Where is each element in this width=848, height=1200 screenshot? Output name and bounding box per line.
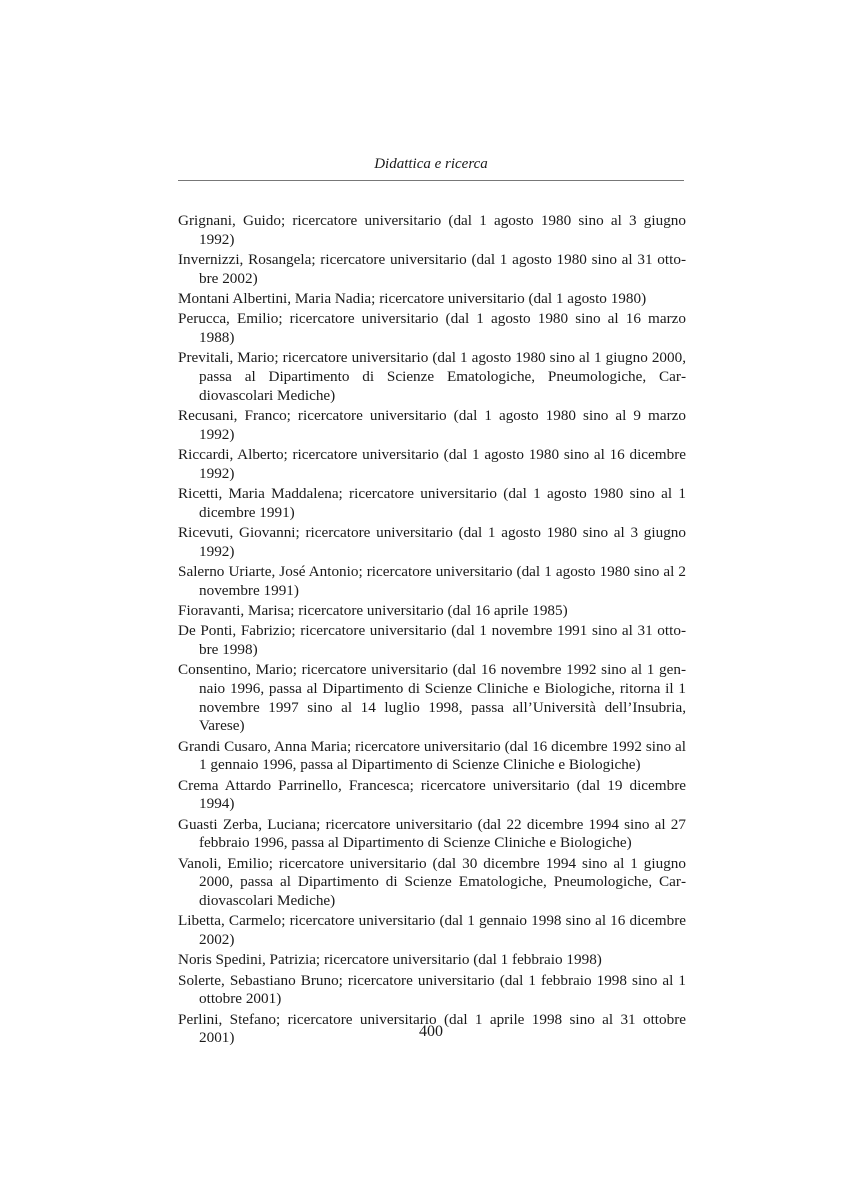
running-title: Didattica e ricerca [374,156,488,172]
list-item: Noris Spedini, Patrizia; ricercatore universitario (dal 1 febbraio 1998) [178,951,602,969]
list-item: Crema Attardo Parrinello, Francesca; ricercatore universitario (dal 19 dicembre 1994) [178,776,686,813]
list-item: Recusani, Franco; ricercatore universitario (dal 1 agosto 1980 sino al 9 marzo 1992) [178,407,686,443]
list-item: De Ponti, Fabrizio; ricercatore universitario (dal 1 novembre 1991 sino al 31 ottobre 1998) [178,622,686,658]
list-item: Perlini, Stefano; ricercatore universitario (dal 1 aprile 1998 sino al 31 ottobre 2001) [178,1010,686,1047]
list-item: Libetta, Carmelo; ricercatore universitario (dal 1 gennaio 1998 sino al 16 dicembre 2002) [178,912,686,949]
list-item: Grandi Cusaro, Anna Maria; ricercatore universitario (dal 16 dicembre 1992 sino al 1 gennaio 1996, passa al Dipartimento di Scienze Cliniche e Biologiche) [178,737,686,774]
list-item: Ricevuti, Giovanni; ricercatore universitario (dal 1 agosto 1980 sino al 3 giugno 1992) [178,524,686,560]
list-item: Grignani, Guido; ricercatore universitario (dal 1 agosto 1980 sino al 3 giugno 1992) [178,212,686,248]
list-item: Riccardi, Alberto; ricercatore universitario (dal 1 agosto 1980 sino al 16 dicembre 1992) [178,446,686,482]
list-item: Vanoli, Emilio; ricercatore universitario (dal 30 dicembre 1994 sino al 1 giugno 2000, passa al Dipartimento di Scienze Ematologiche, Pneumologiche, Cardiovascolari Mediche) [178,854,686,910]
list-item: Montani Albertini, Maria Nadia; ricercatore universitario (dal 1 agosto 1980) [178,290,647,307]
list-item: Fioravanti, Marisa; ricercatore universitario (dal 16 aprile 1985) [178,602,568,619]
list-item: Salerno Uriarte, José Antonio; ricercatore universitario (dal 1 agosto 1980 sino al 2 novembre 1991) [178,563,686,599]
list-item: Solerte, Sebastiano Bruno; ricercatore universitario (dal 1 febbraio 1998 sino al 1 ottobre 2001) [178,971,686,1008]
researcher-list [178,212,686,1050]
list-item: Perucca, Emilio; ricercatore universitario (dal 1 agosto 1980 sino al 16 marzo 1988) [178,310,686,346]
list-item: Guasti Zerba, Luciana; ricercatore universitario (dal 22 dicembre 1994 sino al 27 febbraio 1996, passa al Dipartimento di Scienze Cliniche e Biologiche) [178,815,686,852]
header-rule [178,180,684,181]
page-number: 400 [419,1023,443,1040]
list-item: Ricetti, Maria Maddalena; ricercatore universitario (dal 1 agosto 1980 sino al 1 dicembre 1991) [178,485,686,521]
list-item: Previtali, Mario; ricercatore universitario (dal 1 agosto 1980 sino al 1 giugno 2000, passa al Dipartimento di Scienze Ematologiche, Pneumologiche, Cardiovascolari Mediche) [178,349,686,404]
list-item: Consentino, Mario; ricercatore universitario (dal 16 novembre 1992 sino al 1 gennaio 1996, passa al Dipartimento di Scienze Cliniche e Biologiche, ritorna il 1 novembre 1997 sino al 14 luglio 1998, passa all’Università dell’Insubria, Varese) [178,661,686,735]
list-item: Invernizzi, Rosangela; ricercatore universitario (dal 1 agosto 1980 sino al 31 ottobre 2002) [178,251,686,287]
